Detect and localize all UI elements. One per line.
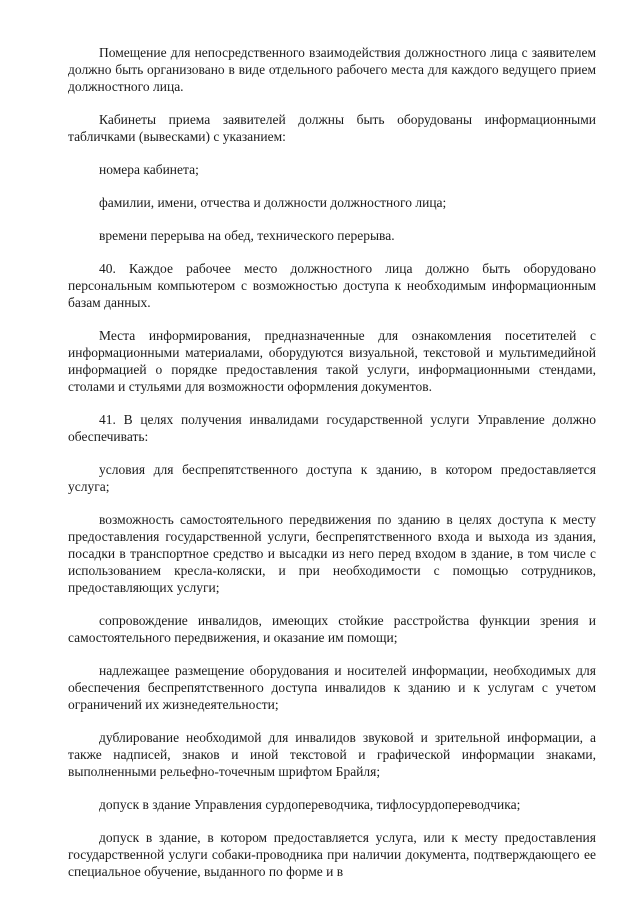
document-body: [68, 44, 596, 880]
list-item-interpreter-admission: допуск в здание Управления сурдопереводчика, тифлосурдопереводчика;: [99, 797, 521, 812]
list-item-room-number: номера кабинета;: [99, 162, 199, 177]
list-item-accompaniment: сопровождение инвалидов, имеющих стойкие расстройства функции зрения и самостоятельного передвижения, и оказание им помощи;: [68, 613, 596, 645]
list-item-break-time: времени перерыва на обед, технического перерыва.: [99, 228, 395, 243]
list-item-access-conditions: условия для беспрепятственного доступа к зданию, в котором предоставляется услуга;: [68, 462, 596, 494]
list-item-information-duplication: дублирование необходимой для инвалидов звуковой и зрительной информации, а также надписей, знаков и иной текстовой и графической информации знаками, выполненными рельефно-точечным шрифтом Брайля;: [68, 730, 596, 779]
list-item-official-name: фамилии, имени, отчества и должности должностного лица;: [99, 195, 447, 210]
paragraph-item-40: 40. Каждое рабочее место должностного лица должно быть оборудовано персональным компьютером с возможностью доступа к необходимым информационным базам данных.: [68, 261, 596, 310]
paragraph-information-places: Места информирования, предназначенные для ознакомления посетителей с информационными материалами, оборудуются визуальной, текстовой и мультимедийной информацией о порядке предоставления такой услуги, информационными стендами, столами и стульями для возможности оформления документов.: [68, 328, 596, 394]
paragraph-reception-rooms: Кабинеты приема заявителей должны быть оборудованы информационными табличками (вывесками) с указанием:: [68, 112, 596, 144]
list-item-independent-movement: возможность самостоятельного передвижения по зданию в целях доступа к месту предоставления государственной услуги, беспрепятственного входа и выхода из здания, посадки в транспортное средство и высадки из него перед входом в здание, в том числе с использованием кресла-коляски, и при необходимости с помощью сотрудников, предоставляющих услуги;: [68, 512, 596, 595]
paragraph-premises: Помещение для непосредственного взаимодействия должностного лица с заявителем должно быть организовано в виде отдельного рабочего места для каждого ведущего прием должностного лица.: [68, 45, 596, 94]
paragraph-item-41: 41. В целях получения инвалидами государственной услуги Управление должно обеспечивать:: [68, 412, 596, 444]
list-item-equipment-placement: надлежащее размещение оборудования и носителей информации, необходимых для обеспечения беспрепятственного доступа инвалидов к зданию и к услугам с учетом ограничений их жизнедеятельности;: [68, 663, 596, 712]
list-item-guide-dog-admission: допуск в здание, в котором предоставляется услуга, или к месту предоставления государственной услуги собаки-проводника при наличии документа, подтверждающего ее специальное обучение, выданного по форме и в: [68, 830, 596, 879]
